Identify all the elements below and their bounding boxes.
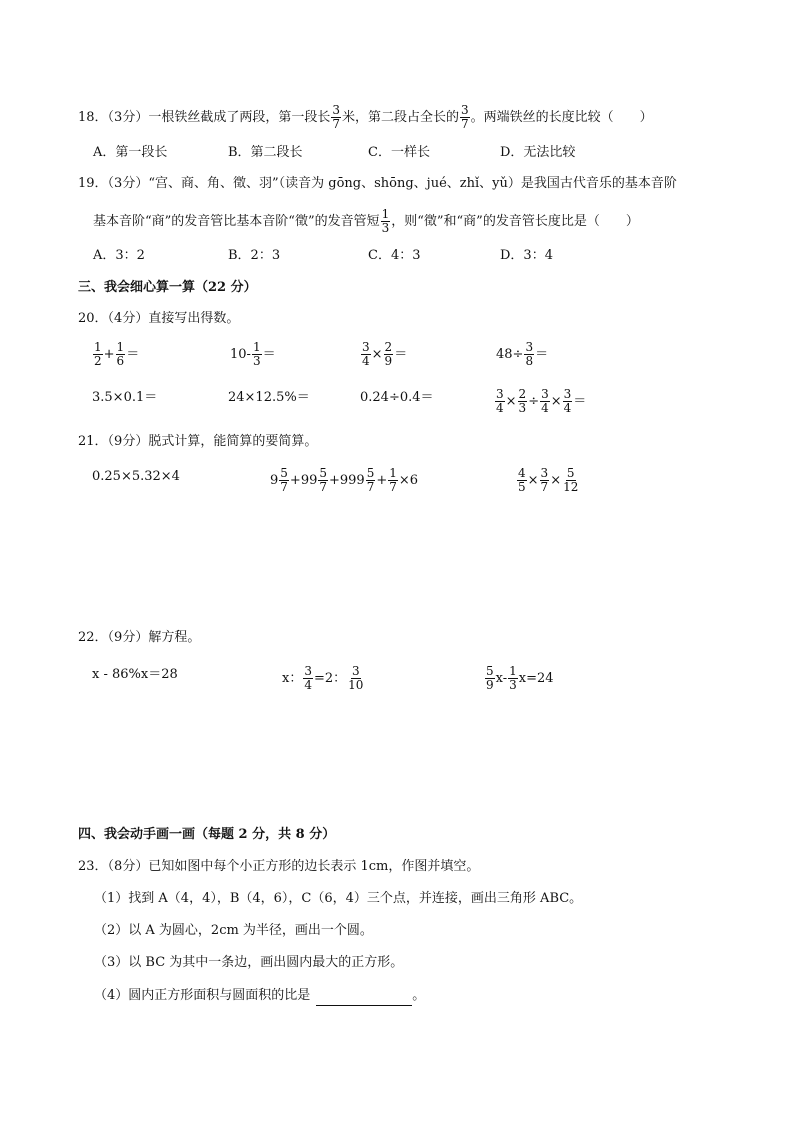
option-c[interactable]: C．一样长 — [368, 145, 430, 160]
question-score: （4分） — [107, 311, 149, 326]
question-text: 已知如图中每个小正方形的边长表示 1cm，作图并填空。 — [148, 859, 480, 874]
question-score: （3分） — [107, 110, 149, 125]
question-score: （9分） — [107, 434, 149, 449]
question-number: 23． — [78, 859, 108, 874]
question-20 — [78, 309, 239, 329]
expression: 3.5×0.1＝ — [92, 390, 158, 405]
sub-question-1: （1）找到 A（4，4），B（4，6），C（6，4）三个点，并连接，画出三角形 ABC。 — [94, 891, 583, 906]
question-text: 一根铁丝截成了两段，第一段长 — [148, 110, 331, 125]
option-b[interactable]: B．2：3 — [228, 248, 281, 263]
answer-blank[interactable] — [316, 991, 412, 1006]
question-score: （9分） — [107, 630, 149, 645]
fraction: $\frac{3}{7}$ — [461, 103, 469, 131]
expression: 9 $\frac{5}{7}$ +99 $\frac{5}{7}$ +999 $\frac{5}{7}$ + $\frac{1}{7}$ ×6 — [270, 466, 419, 494]
expression: $\frac{3}{4}$ × $\frac{2}{3}$ ÷ $\frac{3}{4}$ × $\frac{3}{4}$ ＝ — [496, 387, 587, 415]
equation: x - 86%x＝28 — [92, 667, 178, 682]
option-d[interactable]: D．3：4 — [500, 248, 553, 263]
expression: $\frac{1}{2}$ + $\frac{1}{6}$ ＝ — [94, 340, 140, 368]
equation: x： $\frac{3}{4}$ =2： $\frac{3}{10}$ — [282, 664, 364, 692]
question-19 — [78, 174, 677, 194]
question-text: 解方程。 — [148, 630, 201, 645]
question-number: 21． — [78, 434, 108, 449]
expression: 0.25×5.32×4 — [92, 469, 180, 484]
question-text: ） — [639, 110, 653, 125]
fraction: $\frac{3}{7}$ — [332, 103, 340, 131]
question-18 — [78, 104, 653, 131]
question-21 — [78, 432, 317, 452]
question-19-line2 — [93, 208, 639, 235]
question-number: 18． — [78, 110, 108, 125]
sub-question-4: （4）圆内正方形面积与圆面积的比是 。 — [94, 986, 425, 1006]
sub-question-2: （2）以 A 为圆心，2cm 为半径，画出一个圆。 — [94, 923, 373, 938]
question-text: 脱式计算，能简算的要简算。 — [148, 434, 318, 449]
sub-question-3: （3）以 BC 为其中一条边，画出圆内最大的正方形。 — [94, 955, 404, 970]
option-d[interactable]: D．无法比较 — [500, 145, 576, 160]
question-text: 。两端铁丝的长度比较（ — [470, 110, 614, 125]
option-a[interactable]: A．第一段长 — [93, 145, 168, 160]
question-number: 20． — [78, 311, 108, 326]
question-score: （3分） — [107, 176, 149, 191]
question-text: ，则“徵”和“商”的发音管长度比是（ — [391, 214, 600, 229]
expression: 10- $\frac{1}{3}$ ＝ — [230, 340, 276, 368]
option-b[interactable]: B．第二段长 — [228, 145, 303, 160]
question-number: 22． — [78, 630, 108, 645]
question-text: “宫、商、角、徵、羽”（读音为 gōng、shōng、jué、zhǐ、yǔ）是我国古代音乐的基本音阶 — [148, 176, 677, 191]
question-text: ） — [625, 214, 639, 229]
question-score: （8分） — [107, 859, 149, 874]
question-text: 米，第二段占全长的 — [341, 110, 459, 125]
question-text: 基本音阶“商”的发音管比基本音阶“徵”的发音管短 — [93, 214, 380, 229]
expression: 48÷ $\frac{3}{8}$ ＝ — [496, 340, 549, 368]
expression: $\frac{3}{4}$ × $\frac{2}{9}$ ＝ — [362, 340, 408, 368]
expression: 24×12.5%＝ — [228, 390, 310, 405]
question-22 — [78, 628, 200, 648]
section-title: 四、我会动手画一画（每题 2 分，共 8 分） — [78, 827, 336, 842]
section-title: 三、我会细心算一算（22 分） — [78, 280, 257, 295]
option-c[interactable]: C．4：3 — [368, 248, 421, 263]
equation: $\frac{5}{9}$ x- $\frac{1}{3}$ x=24 — [486, 664, 554, 692]
question-number: 19． — [78, 176, 108, 191]
fraction: $\frac{1}{3}$ — [381, 207, 390, 235]
question-text: 直接写出得数。 — [148, 311, 240, 326]
expression: $\frac{4}{5}$ × $\frac{3}{7}$ × $\frac{5}{12}$ — [518, 466, 579, 494]
expression: 0.24÷0.4＝ — [360, 390, 434, 405]
option-a[interactable]: A．3：2 — [93, 248, 145, 263]
question-23 — [78, 857, 479, 877]
